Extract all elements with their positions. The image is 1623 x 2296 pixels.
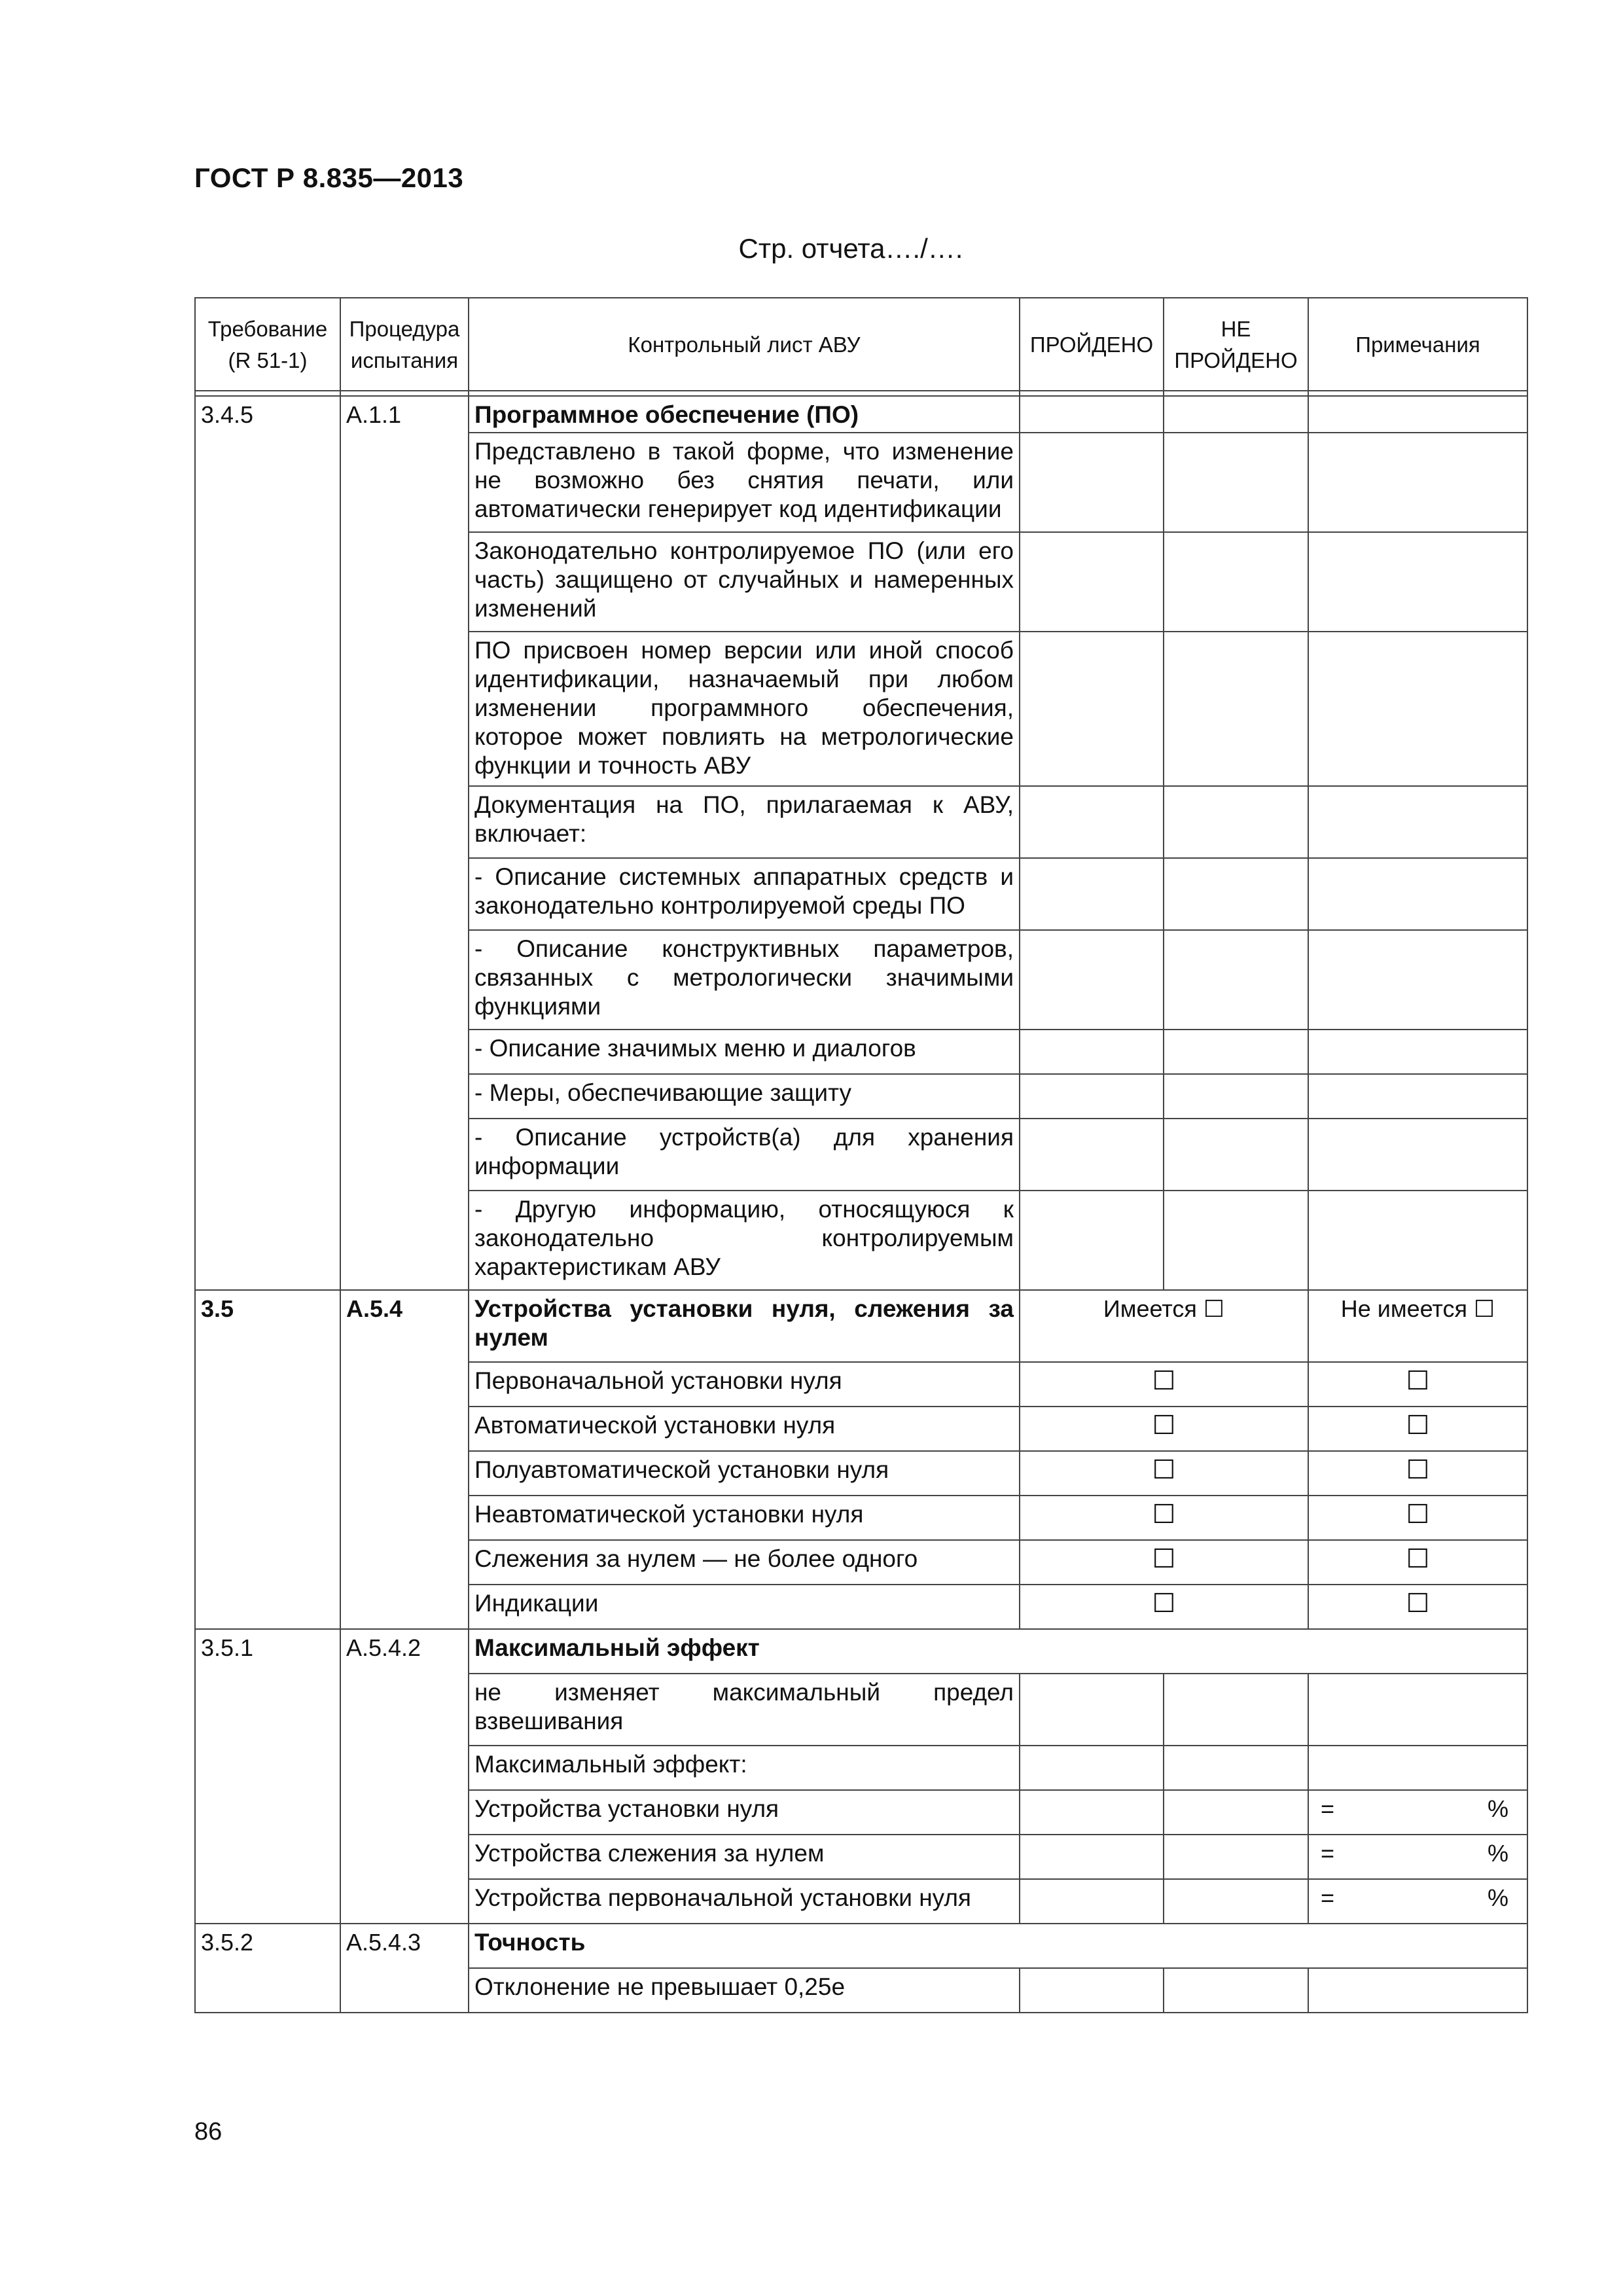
passed-cell[interactable] [1020, 433, 1164, 532]
checklist-item: ПО присвоен номер версии или иной способ идентификации, назначаемый при любом изменении программного обеспечения, которое может повлиять на метрологические функции и точность АВУ [469, 632, 1020, 786]
equals-sign: = [1321, 1795, 1335, 1822]
failed-cell[interactable] [1164, 532, 1308, 632]
checklist-item: Слежения за нулем — не более одного [469, 1540, 1020, 1585]
passed-cell[interactable] [1020, 396, 1164, 433]
notes-cell[interactable] [1308, 1191, 1527, 1290]
checklist-item: Представлено в такой форме, что изменение не возможно без снятия печати, или автоматически генерирует код идентификации [469, 433, 1020, 532]
passed-cell[interactable] [1020, 858, 1164, 930]
has-checkbox[interactable]: ☐ [1020, 1540, 1308, 1585]
procedure-number: A.5.4.2 [340, 1629, 469, 1924]
checklist-table [194, 297, 1528, 2013]
section-title: Точность [469, 1924, 1527, 1968]
has-checkbox[interactable]: ☐ [1020, 1362, 1308, 1407]
requirement-number: 3.4.5 [195, 396, 340, 1290]
failed-cell[interactable] [1164, 1119, 1308, 1191]
percent-cell[interactable] [1308, 1790, 1527, 1835]
checklist-item: Максимальный эффект: [469, 1746, 1020, 1790]
report-page-counter: Стр. отчета…./…. [738, 233, 963, 264]
notes-cell[interactable] [1308, 1674, 1527, 1746]
percent-cell[interactable] [1308, 1835, 1527, 1879]
notes-cell[interactable] [1308, 532, 1527, 632]
notes-cell[interactable] [1308, 858, 1527, 930]
failed-cell[interactable] [1164, 930, 1308, 1030]
equals-sign: = [1321, 1884, 1335, 1911]
has-option-label[interactable]: Имеется ☐ [1020, 1290, 1308, 1362]
col-failed: НЕ ПРОЙДЕНО [1164, 298, 1308, 391]
failed-cell[interactable] [1164, 1746, 1308, 1790]
checklist-item: Индикации [469, 1585, 1020, 1629]
passed-cell[interactable] [1020, 1674, 1164, 1746]
table-header-row [195, 298, 1527, 391]
section-title: Программное обеспечение (ПО) [469, 396, 1020, 433]
failed-cell[interactable] [1164, 1968, 1308, 2013]
passed-cell[interactable] [1020, 1030, 1164, 1074]
percent-sign: % [1487, 1795, 1508, 1822]
checklist-item: - Описание системных аппаратных средств и законодательно контролируемой среды ПО [469, 858, 1020, 930]
failed-cell[interactable] [1164, 433, 1308, 532]
table-row [195, 1629, 1527, 1674]
checklist-item: Законодательно контролируемое ПО (или его часть) защищено от случайных и намеренных изменений [469, 532, 1020, 632]
notes-cell[interactable] [1308, 1074, 1527, 1119]
has-checkbox[interactable]: ☐ [1020, 1451, 1308, 1496]
failed-cell[interactable] [1164, 1074, 1308, 1119]
equals-sign: = [1321, 1840, 1335, 1867]
failed-cell[interactable] [1164, 1790, 1308, 1835]
passed-cell[interactable] [1020, 1119, 1164, 1191]
col-checklist: Контрольный лист АВУ [469, 298, 1020, 391]
checklist-item: не изменяет максимальный предел взвешивания [469, 1674, 1020, 1746]
section-title: Максимальный эффект [469, 1629, 1527, 1674]
procedure-number: A.5.4 [340, 1290, 469, 1629]
notes-cell[interactable] [1308, 433, 1527, 532]
checklist-item: - Другую информацию, относящуюся к законодательно контролируемым характеристикам АВУ [469, 1191, 1020, 1290]
not-has-option-label[interactable]: Не имеется ☐ [1308, 1290, 1527, 1362]
not-has-checkbox[interactable]: ☐ [1308, 1362, 1527, 1407]
passed-cell[interactable] [1020, 1968, 1164, 2013]
percent-sign: % [1487, 1840, 1508, 1867]
notes-cell[interactable] [1308, 1119, 1527, 1191]
percent-sign: % [1487, 1884, 1508, 1911]
passed-cell[interactable] [1020, 1746, 1164, 1790]
page-number: 86 [194, 2118, 223, 2145]
checklist-item: - Описание значимых меню и диалогов [469, 1030, 1020, 1074]
has-checkbox[interactable]: ☐ [1020, 1496, 1308, 1540]
table-row [195, 1290, 1527, 1362]
checklist-item: Неавтоматической установки нуля [469, 1496, 1020, 1540]
failed-cell[interactable] [1164, 858, 1308, 930]
notes-cell[interactable] [1308, 1746, 1527, 1790]
checklist-item: Устройства первоначальной установки нуля [469, 1879, 1020, 1924]
requirement-number: 3.5.2 [195, 1924, 340, 2013]
failed-cell[interactable] [1164, 1835, 1308, 1879]
passed-cell[interactable] [1020, 786, 1164, 858]
checklist-item: Полуавтоматической установки нуля [469, 1451, 1020, 1496]
checklist-item: - Описание конструктивных параметров, связанных с метрологически значимыми функциями [469, 930, 1020, 1030]
not-has-checkbox[interactable]: ☐ [1308, 1585, 1527, 1629]
passed-cell[interactable] [1020, 532, 1164, 632]
notes-cell[interactable] [1308, 632, 1527, 786]
failed-cell[interactable] [1164, 786, 1308, 858]
has-checkbox[interactable]: ☐ [1020, 1407, 1308, 1451]
passed-cell[interactable] [1020, 632, 1164, 786]
checklist-item: Документация на ПО, прилагаемая к АВУ, включает: [469, 786, 1020, 858]
not-has-checkbox[interactable]: ☐ [1308, 1540, 1527, 1585]
checklist-item: Устройства установки нуля [469, 1790, 1020, 1835]
checklist-item: Отклонение не превышает 0,25е [469, 1968, 1020, 2013]
passed-cell[interactable] [1020, 1835, 1164, 1879]
checklist-item: - Меры, обеспечивающие защиту [469, 1074, 1020, 1119]
procedure-number: A.1.1 [340, 396, 469, 1290]
checklist-item: - Описание устройств(а) для хранения информации [469, 1119, 1020, 1191]
requirement-number: 3.5.1 [195, 1629, 340, 1924]
document-title: ГОСТ Р 8.835—2013 [194, 162, 464, 193]
failed-cell[interactable] [1164, 1030, 1308, 1074]
failed-cell[interactable] [1164, 1879, 1308, 1924]
notes-cell[interactable] [1308, 786, 1527, 858]
notes-cell[interactable] [1308, 396, 1527, 433]
notes-cell[interactable] [1308, 1968, 1527, 2013]
failed-cell[interactable] [1164, 1191, 1308, 1290]
passed-cell[interactable] [1020, 930, 1164, 1030]
checklist-item: Устройства слежения за нулем [469, 1835, 1020, 1879]
col-notes: Примечания [1308, 298, 1527, 391]
not-has-checkbox[interactable]: ☐ [1308, 1407, 1527, 1451]
table-row [195, 1924, 1527, 1968]
percent-cell[interactable] [1308, 1879, 1527, 1924]
section-title: Устройства установки нуля, слежения за нулем [469, 1290, 1020, 1362]
failed-cell[interactable] [1164, 1674, 1308, 1746]
failed-cell[interactable] [1164, 396, 1308, 433]
checklist-item: Автоматической установки нуля [469, 1407, 1020, 1451]
passed-cell[interactable] [1020, 1074, 1164, 1119]
table-row [195, 396, 1527, 433]
col-requirement: Требование (R 51-1) [195, 298, 340, 391]
notes-cell[interactable] [1308, 1030, 1527, 1074]
procedure-number: A.5.4.3 [340, 1924, 469, 2013]
not-has-checkbox[interactable]: ☐ [1308, 1451, 1527, 1496]
not-has-checkbox[interactable]: ☐ [1308, 1496, 1527, 1540]
col-passed: ПРОЙДЕНО [1020, 298, 1164, 391]
requirement-number: 3.5 [195, 1290, 340, 1629]
passed-cell[interactable] [1020, 1191, 1164, 1290]
notes-cell[interactable] [1308, 930, 1527, 1030]
passed-cell[interactable] [1020, 1879, 1164, 1924]
failed-cell[interactable] [1164, 632, 1308, 786]
col-procedure: Процедура испытания [340, 298, 469, 391]
passed-cell[interactable] [1020, 1790, 1164, 1835]
checklist-item: Первоначальной установки нуля [469, 1362, 1020, 1407]
has-checkbox[interactable]: ☐ [1020, 1585, 1308, 1629]
